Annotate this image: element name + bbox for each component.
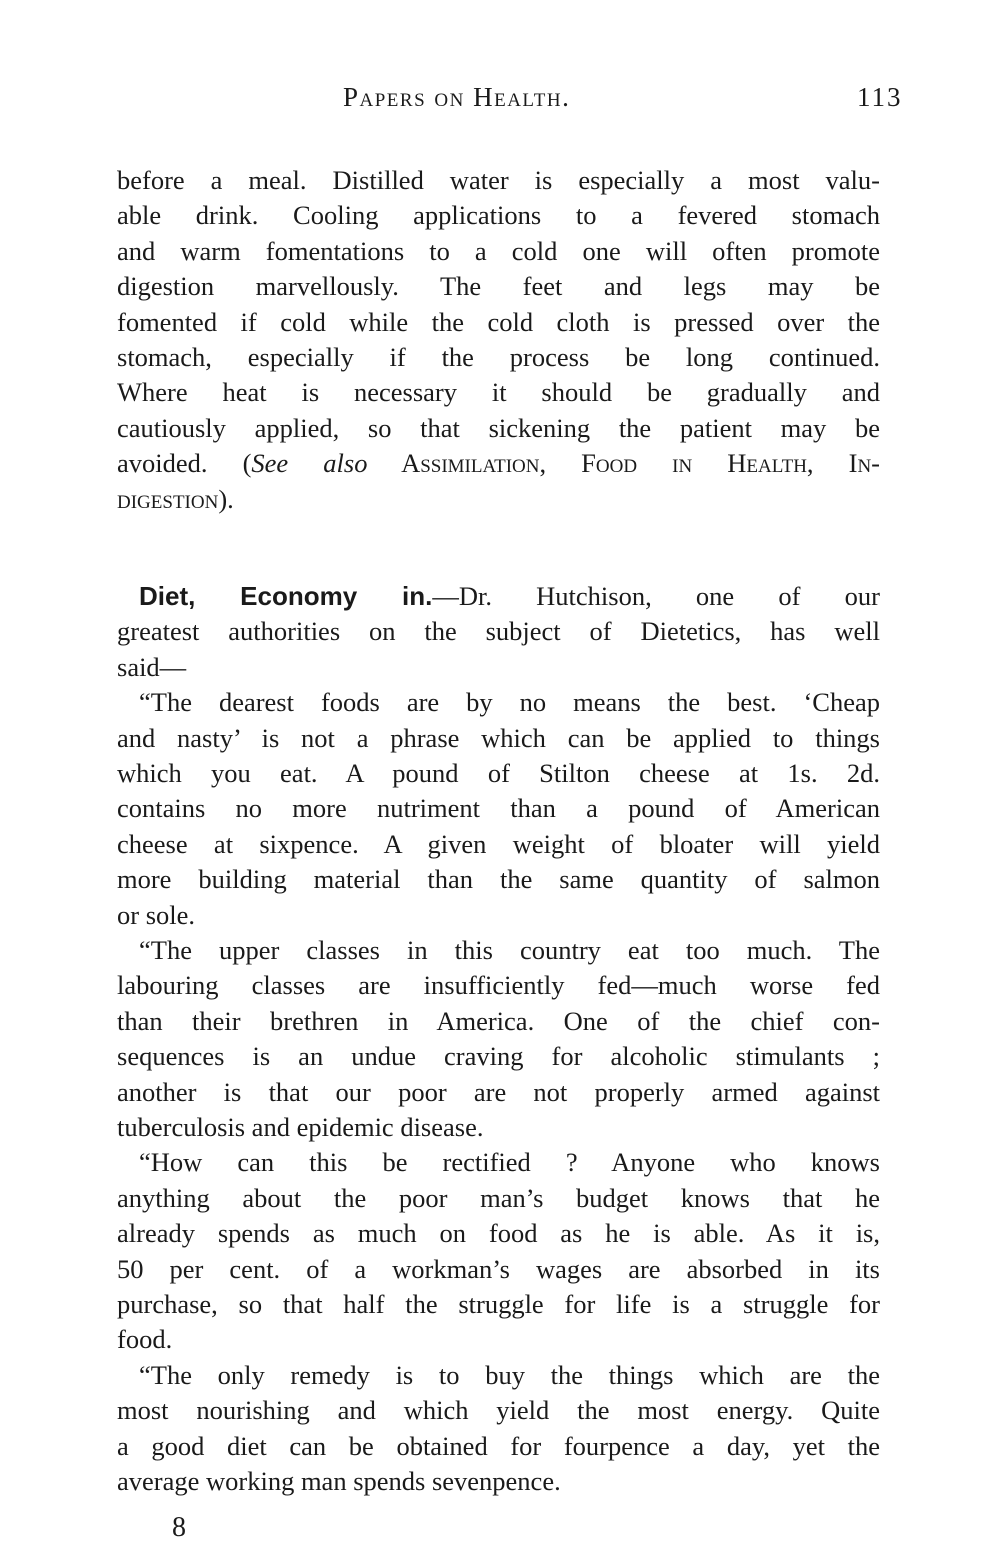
text-span: already spends as much on food as he is able. As it is, (117, 1218, 880, 1249)
text-span: Where heat is necessary it should be gradually and (117, 377, 880, 408)
text-line (117, 234, 880, 268)
text-span: food. (117, 1324, 173, 1355)
text-span: ). (218, 483, 234, 514)
text-span: a good diet can be obtained for fourpence a day, yet the (117, 1430, 880, 1461)
text-span: tuberculosis and epidemic disease. (117, 1111, 484, 1142)
text-line (117, 1464, 880, 1498)
text-span: which you eat. A pound of Stilton cheese at 1s. 2d. (117, 757, 880, 788)
text-span: said— (117, 651, 187, 682)
text-line (139, 685, 880, 719)
text-span: average working man spends sevenpence. (117, 1465, 561, 1496)
text-span: anything about the poor man’s budget knows that he (117, 1182, 880, 1213)
text-line (139, 1145, 880, 1179)
text-line (117, 1039, 880, 1073)
running-title: Papers on Health. (343, 82, 571, 112)
text-span: sequences is an undue craving for alcoholic stimulants ; (117, 1041, 880, 1072)
text-line (117, 862, 880, 896)
text-line (117, 1110, 880, 1144)
text-line (117, 614, 880, 648)
text-line (117, 1216, 880, 1250)
text-span: than their brethren in America. One of the chief con- (117, 1005, 880, 1036)
text-span: —Dr. Hutchison, one of our (432, 580, 880, 611)
text-span: most nourishing and which yield the most energy. Quite (117, 1395, 880, 1426)
text-span: contains no more nutriment than a pound of American (117, 793, 880, 824)
text-line (117, 756, 880, 790)
text-line (117, 198, 880, 232)
text-span: 50 per cent. of a workman’s wages are absorbed in its (117, 1253, 880, 1284)
text-span: cheese at sixpence. A given weight of bloater will yield (117, 828, 880, 859)
text-span: cautiously applied, so that sickening the patient may be (117, 412, 880, 443)
text-span: or sole. (117, 899, 196, 930)
text-line (117, 1252, 880, 1286)
text-line (117, 721, 880, 755)
page-number: 113 (857, 82, 903, 112)
text-span: more building material than the same quantity of salmon (117, 864, 880, 895)
text-line (117, 411, 880, 445)
text-span: able drink. Cooling applications to a fevered stomach (117, 200, 880, 231)
text-span: stomach, especially if the process be long continued. (117, 342, 880, 372)
cross-reference: digestion (117, 483, 219, 514)
text-span: “The upper classes in this country eat too much. The (139, 934, 880, 965)
text-line (117, 1287, 880, 1321)
text-span: and warm fomentations to a cold one will often promote (117, 235, 880, 266)
text-span: “The dearest foods are by no means the best. ‘Cheap (139, 687, 880, 718)
text-span: labouring classes are insufficiently fed—much worse fed (117, 970, 880, 1001)
text-span: before a meal. Distilled water is especially a most valu- (117, 165, 880, 195)
text-span: another is that our poor are not properly armed against (117, 1076, 880, 1107)
text-line (117, 163, 880, 197)
text-span: digestion marvellously. The feet and legs may be (117, 271, 880, 302)
text-line (117, 650, 880, 684)
text-span: avoided. ( (117, 448, 252, 479)
text-line (117, 1004, 880, 1038)
text-line (117, 305, 880, 339)
text-line (117, 375, 880, 409)
text-line (117, 898, 880, 932)
text-line (117, 269, 880, 303)
text-span: purchase, so that half the struggle for life is a struggle for (117, 1288, 880, 1319)
text-line (117, 1429, 880, 1463)
signature-mark: 8 (172, 1512, 186, 1543)
entry-heading: Diet, Economy in. (139, 580, 433, 611)
text-line (139, 933, 880, 967)
text-line (117, 1181, 880, 1215)
text-span: “The only remedy is to buy the things which are the (139, 1359, 880, 1390)
text-line (117, 791, 880, 825)
text-span: “How can this be rectified ? Anyone who knows (139, 1147, 880, 1178)
text-line (117, 1322, 880, 1356)
text-span: fomented if cold while the cold cloth is pressed over the (117, 306, 880, 337)
cross-reference: See also (251, 448, 368, 479)
text-span: greatest authorities on the subject of Dietetics, has well (117, 616, 880, 647)
text-line (117, 446, 880, 480)
text-line (139, 1358, 880, 1392)
text-line (117, 482, 880, 516)
cross-reference: Assimilation, Food in Health, In- (367, 448, 880, 479)
text-line (117, 340, 880, 374)
text-line (117, 968, 880, 1002)
text-span: and nasty’ is not a phrase which can be applied to things (117, 722, 880, 753)
text-line (117, 827, 880, 861)
text-line (139, 579, 880, 613)
text-line (117, 1393, 880, 1427)
text-line (117, 1075, 880, 1109)
